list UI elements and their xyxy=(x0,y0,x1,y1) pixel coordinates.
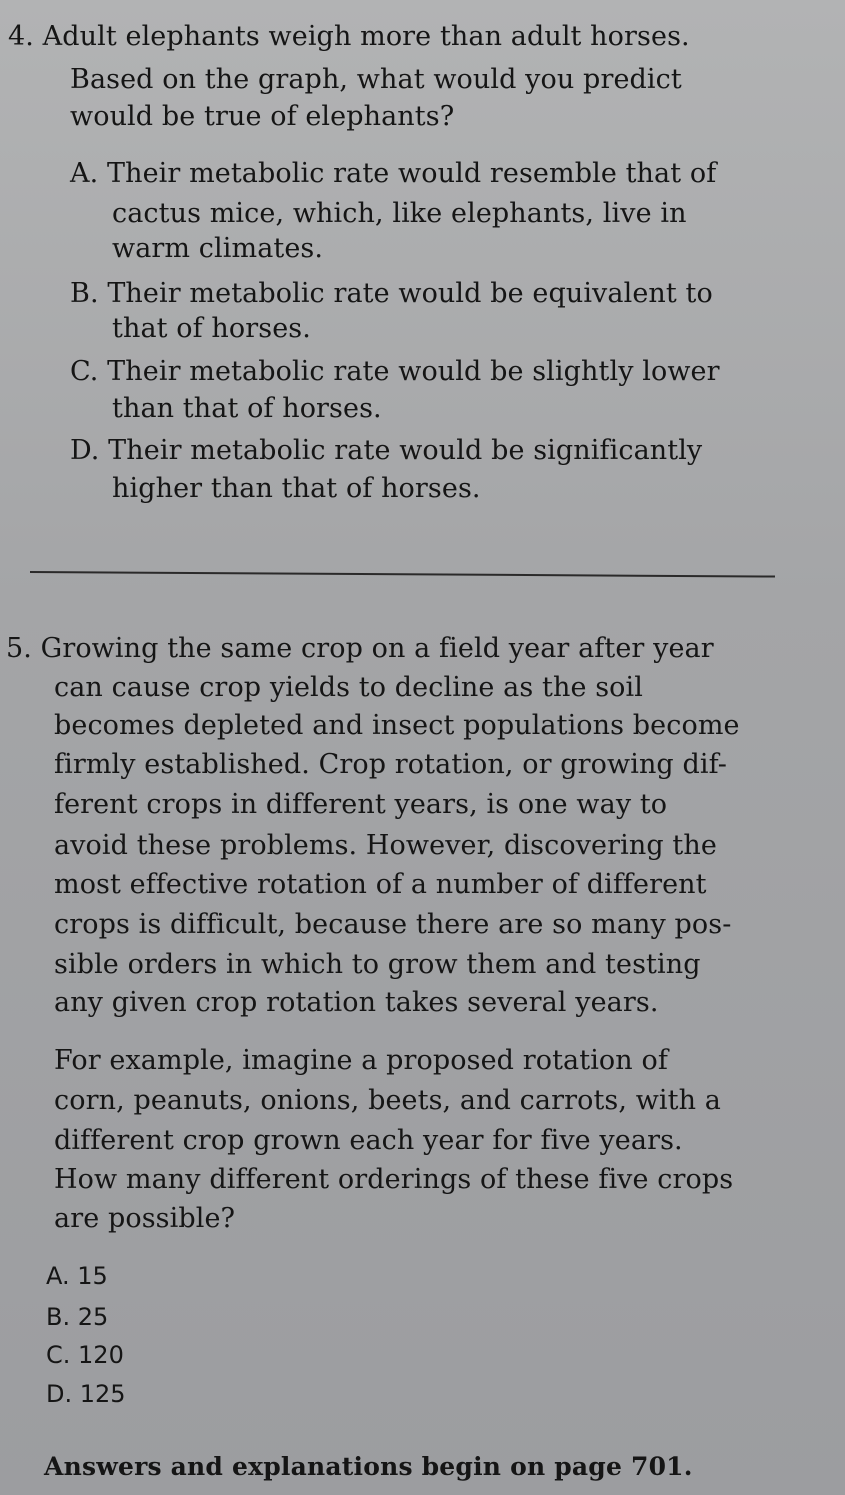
question-5-line-2: can cause crop yields to decline as the soil xyxy=(54,672,643,703)
question-4-option-a-line-2: cactus mice, which, like elephants, live in xyxy=(112,198,687,229)
question-5-p2-line-2: corn, peanuts, onions, beets, and carrots, with a xyxy=(54,1085,721,1116)
answers-footer: Answers and explanations begin on page 701. xyxy=(44,1452,693,1481)
question-5-line-10: any given crop rotation takes several years. xyxy=(54,987,659,1018)
question-5-line-9: sible orders in which to grow them and testing xyxy=(54,949,701,980)
option-letter: A. xyxy=(46,1262,70,1290)
question-4-option-b-line-2: that of horses. xyxy=(112,313,311,344)
question-4-stem-line-3: would be true of elephants? xyxy=(70,101,455,132)
question-5-line-6: avoid these problems. However, discovering the xyxy=(54,830,717,861)
question-5-p2-line-4: How many different orderings of these five crops xyxy=(54,1164,734,1195)
question-5-number: 5. xyxy=(6,633,32,664)
option-value: 25 xyxy=(77,1303,109,1331)
question-5-line-3: becomes depleted and insect populations become xyxy=(54,710,740,741)
option-letter: D. xyxy=(46,1380,73,1408)
question-5-option-d xyxy=(46,1379,126,1409)
section-divider xyxy=(30,571,775,578)
option-value: 120 xyxy=(78,1341,124,1369)
question-4-option-a: A. Their metabolic rate would resemble that of xyxy=(70,158,717,189)
question-4-stem-line-1: 4. Adult elephants weigh more than adult horses. xyxy=(8,21,690,52)
question-5-line-7: most effective rotation of a number of different xyxy=(54,869,707,900)
question-5-line-8: crops is difficult, because there are so many pos- xyxy=(54,909,732,940)
question-5-line-1: 5. Growing the same crop on a field year after year xyxy=(6,633,714,664)
option-letter: D. xyxy=(70,435,100,466)
option-letter: C. xyxy=(70,356,99,387)
option-letter: C. xyxy=(46,1341,71,1369)
question-4-number: 4. xyxy=(8,21,34,52)
option-value: 125 xyxy=(79,1380,126,1408)
question-4-option-c-line-2: than that of horses. xyxy=(112,393,382,424)
question-4-stem-line-2: Based on the graph, what would you predict xyxy=(70,64,682,95)
question-5-line-5: ferent crops in different years, is one way to xyxy=(54,789,668,820)
option-value: 15 xyxy=(77,1262,108,1290)
question-5-p2-line-5: are possible? xyxy=(54,1203,236,1234)
question-5-p2-line-3: different crop grown each year for five years. xyxy=(54,1125,683,1156)
question-5-p2-line-1: For example, imagine a proposed rotation of xyxy=(54,1045,668,1076)
question-4-option-d: D. Their metabolic rate would be significantly xyxy=(70,435,703,466)
question-5-option-a xyxy=(46,1261,108,1291)
question-4-option-c: C. Their metabolic rate would be slightly lower xyxy=(70,356,720,387)
question-5-option-b xyxy=(46,1302,108,1332)
option-letter: B. xyxy=(70,278,99,309)
question-4-option-d-line-2: higher than that of horses. xyxy=(112,473,481,504)
question-4-option-a-line-3: warm climates. xyxy=(112,233,324,264)
question-5-line-4: firmly established. Crop rotation, or growing dif- xyxy=(54,749,727,780)
question-5-option-c xyxy=(46,1340,124,1370)
option-letter: A. xyxy=(70,158,99,189)
option-letter: B. xyxy=(46,1303,71,1331)
question-4-option-b: B. Their metabolic rate would be equivalent to xyxy=(70,278,713,309)
